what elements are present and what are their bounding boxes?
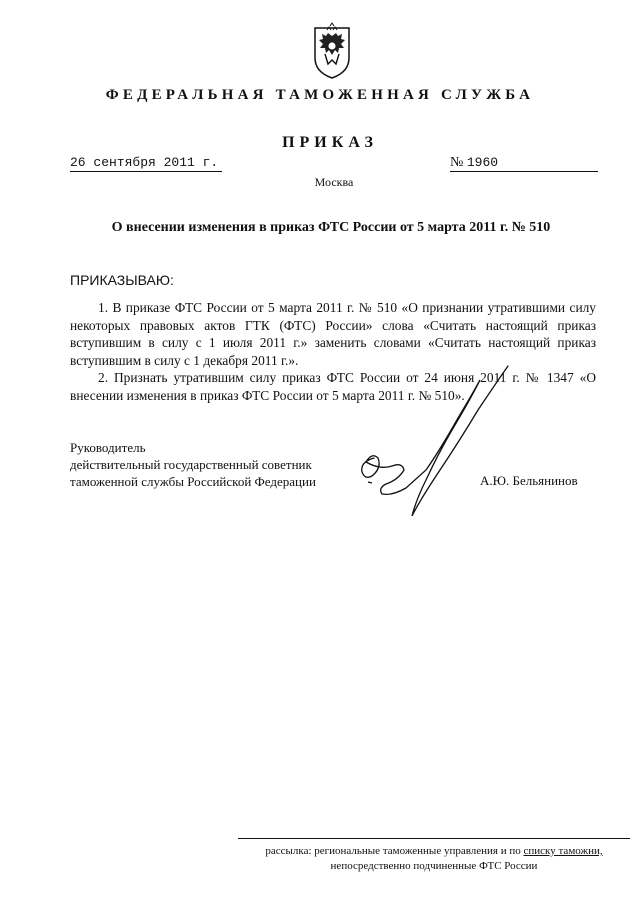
order-item-2: 2. Признать утратившим силу приказ ФТС России от 24 июня 2011 г. № 1347 «О внесении изменения в приказ ФТС России от 5 марта 2011 г. № 510». — [70, 370, 596, 403]
signer-title-line-3: таможенной службы Российской Федерации — [70, 474, 316, 489]
signer-title-line-2: действительный государственный советник — [70, 457, 312, 472]
number-value: 1960 — [466, 155, 499, 170]
distribution-note — [238, 838, 630, 874]
signer-name: А.Ю. Бельянинов — [480, 473, 578, 488]
order-body — [70, 299, 596, 404]
coat-of-arms-icon — [311, 22, 353, 80]
distribution-line-2: непосредственно подчиненные ФТС России — [330, 860, 538, 872]
order-item-1: 1. В приказе ФТС России от 5 марта 2011 г. № 510 «О признании утратившими силу некоторых правовых актов ГТК (ФТС) России» слова «Считать настоящий приказ вступившим в силу с 1 июля 2011 г.» заменить словами «Считать настоящий приказ вступившим в силу с 1 декабря 2011 г.». — [70, 300, 596, 368]
agency-name: ФЕДЕРАЛЬНАЯ ТАМОЖЕННАЯ СЛУЖБА — [105, 87, 535, 103]
signer-title — [70, 439, 370, 490]
order-number — [450, 155, 598, 172]
distribution-prefix: рассылка: региональные таможенные управления и по — [265, 845, 524, 857]
signer-title-line-1: Руководитель — [70, 440, 146, 455]
order-word: ПРИКАЗЫВАЮ: — [70, 272, 174, 288]
order-date: 26 сентября 2011 г. — [70, 155, 222, 172]
document-subject: О внесении изменения в приказ ФТС России от 5 марта 2011 г. № 510 — [111, 220, 551, 235]
document-type: ПРИКАЗ — [282, 134, 378, 151]
distribution-underlined: списку таможни, — [523, 845, 603, 857]
city: Москва — [314, 175, 354, 189]
number-sign: № — [450, 155, 464, 170]
distribution-line-1 — [238, 844, 630, 859]
